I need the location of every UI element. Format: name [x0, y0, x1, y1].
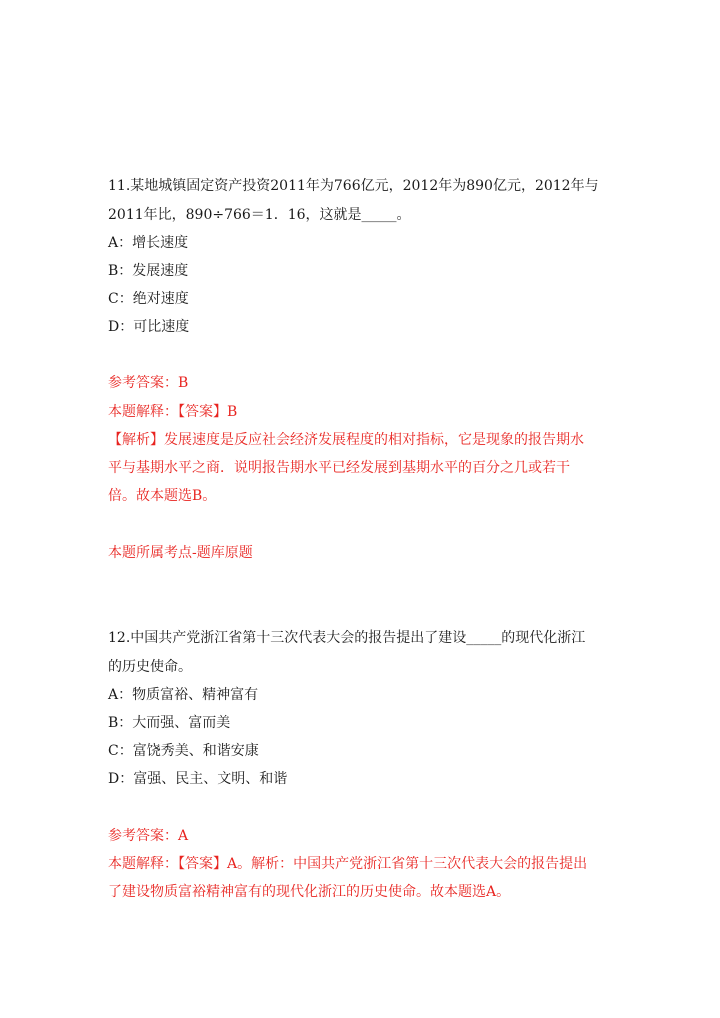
- q11-point: 本题所属考点-题库原题: [108, 545, 253, 561]
- q12-answer: 参考答案：A: [108, 828, 189, 844]
- q11-explanation-head: 本题解释：【答案】B: [108, 404, 238, 420]
- q11-stem-line2: 2011年比，890÷766＝1．16，这就是_____。: [108, 207, 411, 223]
- q12-explanation-line2: 了建设物质富裕精神富有的现代化浙江的历史使命。故本题选A。: [108, 884, 511, 900]
- q11-option-a: A：增长速度: [108, 235, 189, 251]
- q12-explanation-line1: 本题解释：【答案】A。解析：中国共产党浙江省第十三次代表大会的报告提出: [108, 856, 588, 872]
- q12-stem-line1: 12.中国共产党浙江省第十三次代表大会的报告提出了建设_____的现代化浙江: [108, 630, 586, 646]
- q11-option-c: C：绝对速度: [108, 291, 189, 307]
- q11-analysis-line2: 平与基期水平之商．说明报告期水平已经发展到基期水平的百分之几或若干: [108, 460, 570, 476]
- q12-option-d: D：富强、民主、文明、和谐: [108, 771, 288, 787]
- q11-stem-line1: 11.某地城镇固定资产投资2011年为766亿元，2012年为890亿元，2012年与: [108, 178, 599, 194]
- q11-option-d: D：可比速度: [108, 319, 190, 335]
- q11-option-b: B：发展速度: [108, 263, 189, 279]
- q12-stem-line2: 的历史使命。: [108, 659, 192, 675]
- q11-analysis-line1: 【解析】发展速度是反应社会经济发展程度的相对指标，它是现象的报告期水: [108, 432, 584, 448]
- q12-option-a: A：物质富裕、精神富有: [108, 687, 259, 703]
- q11-answer: 参考答案：B: [108, 375, 189, 391]
- q11-analysis-line3: 倍。故本题选B。: [108, 488, 217, 504]
- q12-option-c: C：富饶秀美、和谐安康: [108, 743, 259, 759]
- q12-option-b: B：大而强、富而美: [108, 715, 231, 731]
